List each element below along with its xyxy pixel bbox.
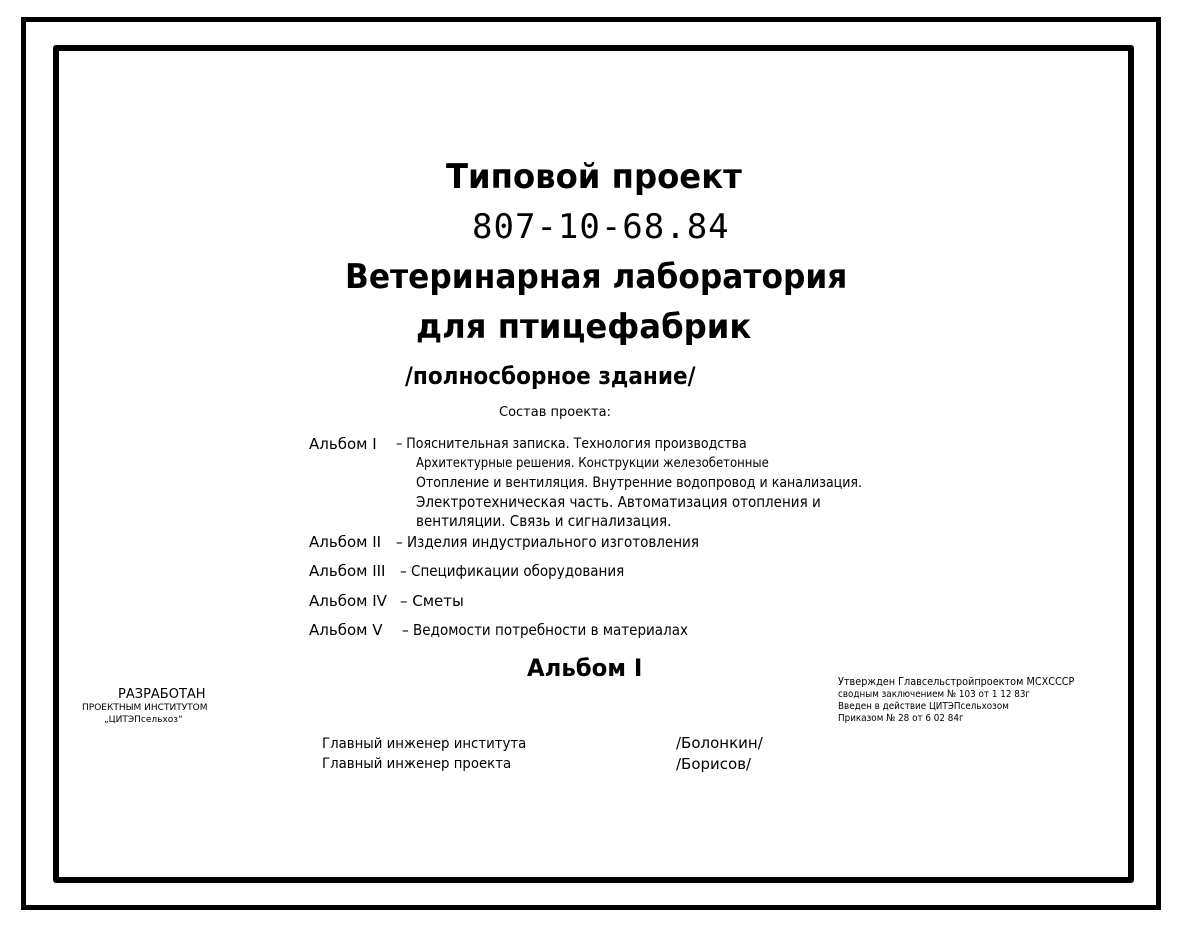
title-line-4: для птицефабрик xyxy=(416,307,752,347)
current-album: Альбом I xyxy=(527,654,643,682)
signature-role-2: Главный инженер проекта xyxy=(322,756,512,772)
album-4-label: Альбом IV xyxy=(309,592,387,610)
developer-line-2: ПРОЕКТНЫМ ИНСТИТУТОМ xyxy=(82,703,208,713)
approval-line-2: сводным заключением № 103 от 1 12 83г xyxy=(838,689,1031,700)
album-4-line-1: – Сметы xyxy=(400,592,464,610)
album-1-line-4: Электротехническая часть. Автоматизация отопления и xyxy=(416,493,821,511)
album-2-line-1: – Изделия индустриального изготовления xyxy=(396,533,699,551)
album-1-line-3: Отопление и вентиляция. Внутренние водопровод и канализация. xyxy=(416,475,863,491)
album-1-line-1: – Пояснительная записка. Технология производства xyxy=(396,436,747,452)
album-2-label: Альбом II xyxy=(309,533,382,551)
album-1-line-5: вентиляции. Связь и сигнализация. xyxy=(416,512,672,530)
approval-line-3: Введен в действие ЦИТЭПсельхозом xyxy=(838,701,1009,712)
album-5-label: Альбом V xyxy=(309,621,383,639)
composition-heading: Состав проекта: xyxy=(499,405,611,420)
signature-role-1: Главный инженер института xyxy=(322,736,527,752)
title-line-1: Типовой проект xyxy=(446,157,742,197)
album-3-label: Альбом III xyxy=(309,562,386,580)
approval-line-1: Утвержден Главсельстройпроектом МСХСССР xyxy=(838,675,1075,688)
developer-line-3: „ЦИТЭПсельхоз“ xyxy=(104,715,183,725)
title-line-3: Ветеринарная лаборатория xyxy=(345,257,848,297)
album-3-line-1: – Спецификации оборудования xyxy=(400,562,625,580)
project-number: 807-10-68.84 xyxy=(472,207,730,247)
developer-line-1: РАЗРАБОТАН xyxy=(118,687,206,702)
signature-name-2: /Борисов/ xyxy=(676,755,752,773)
album-5-line-1: – Ведомости потребности в материалах xyxy=(402,621,688,639)
approval-line-4: Приказом № 28 от 6 02 84г xyxy=(838,713,964,724)
album-1-label: Альбом I xyxy=(309,435,377,453)
signature-name-1: /Болонкин/ xyxy=(676,734,763,752)
title-line-5: /полносборное здание/ xyxy=(405,362,696,390)
album-1-line-2: Архитектурные решения. Конструкции железобетонные xyxy=(416,456,769,471)
